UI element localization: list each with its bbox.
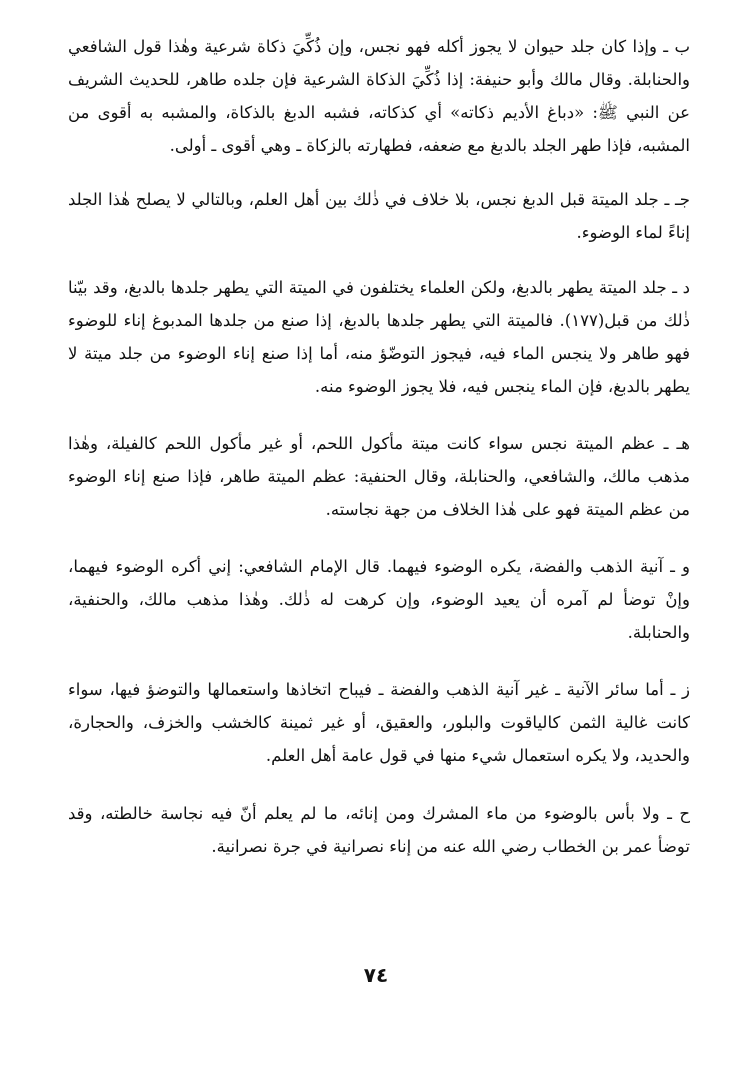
- paragraph-baa: ب ـ وإذا كان جلد حيوان لا يجوز أكله فهو نجس، وإن ذُكِّيَ ذكاة شرعية وهٰذا قول الشافعي والحنابلة. وقال مالك وأبو حنيفة: إذا ذُكِّيَ الذكاة الشرعية فإن جلده طاهر، للحديث الشريف عن النبي ﷺ: «دباغ الأديم ذكاته» أي كذكاته، فشبه الدبغ بالذكاة، والمشبه به أقوى من المشبه، فإذا طهر الجلد بالدبغ مع ضعفه، فطهارته بالزكاة ـ وهي أقوى ـ أولى.: [68, 37, 690, 155]
- paragraph-jeem: جـ ـ جلد الميتة قبل الدبغ نجس، بلا خلاف في ذٰلك بين أهل العلم، وبالتالي لا يصلح هٰذا الجلد إناءً لماء الوضوء.: [68, 190, 690, 242]
- paragraph-zay: ز ـ أما سائر الآنية ـ غير آنية الذهب والفضة ـ فيباح اتخاذها واستعمالها والتوضؤ فيها، سواء كانت غالية الثمن كالياقوت والبلور، والعقيق، أو غير ثمينة كالخشب والخزف، والحجارة، والحديد، ولا يكره استعمال شيء منها في قول عامة أهل العلم.: [68, 680, 690, 765]
- page-body: [68, 30, 690, 863]
- paragraph-waw: و ـ آنية الذهب والفضة، يكره الوضوء فيهما. قال الإمام الشافعي: إني أكره الوضوء فيهما، وإنْ توضأ لم آمره أن يعيد الوضوء، وإن كرهت له ذٰلك. وهٰذا مذهب مالك، والحنفية، والحنابلة.: [68, 557, 690, 642]
- page-number: ٧٤: [363, 963, 389, 987]
- paragraph-dal: د ـ جلد الميتة يطهر بالدبغ، ولكن العلماء يختلفون في الميتة التي يطهر جلدها بالدبغ، وقد بيّنا ذٰلك من قبل(١٧٧). فالميتة التي يطهر جلدها بالدبغ، إذا صنع من جلدها المدبوغ إناء للوضوء فهو طاهر ولا ينجس الماء فيه، فيجوز التوضّؤ منه، أما إذا صنع إناء الوضوء من جلد ميتة لا يطهر بالدبغ، فإن الماء ينجس فيه، فلا يجوز الوضوء منه.: [68, 278, 690, 396]
- paragraph-haa: هـ ـ عظم الميتة نجس سواء كانت ميتة مأكول اللحم، أو غير مأكول اللحم كالفيلة، وهٰذا مذهب مالك، والشافعي، والحنابلة، وقال الحنفية: عظم الميتة طاهر، فإذا صنع إناء الوضوء من عظم الميتة فهو على هٰذا الخلاف من جهة نجاسته.: [68, 434, 690, 519]
- paragraph-haa-2: ح ـ ولا بأس بالوضوء من ماء المشرك ومن إنائه، ما لم يعلم أنّ فيه نجاسة خالطته، وقد توضأ عمر بن الخطاب رضي الله عنه من إناء نصرانية في جرة نصرانية.: [68, 804, 690, 856]
